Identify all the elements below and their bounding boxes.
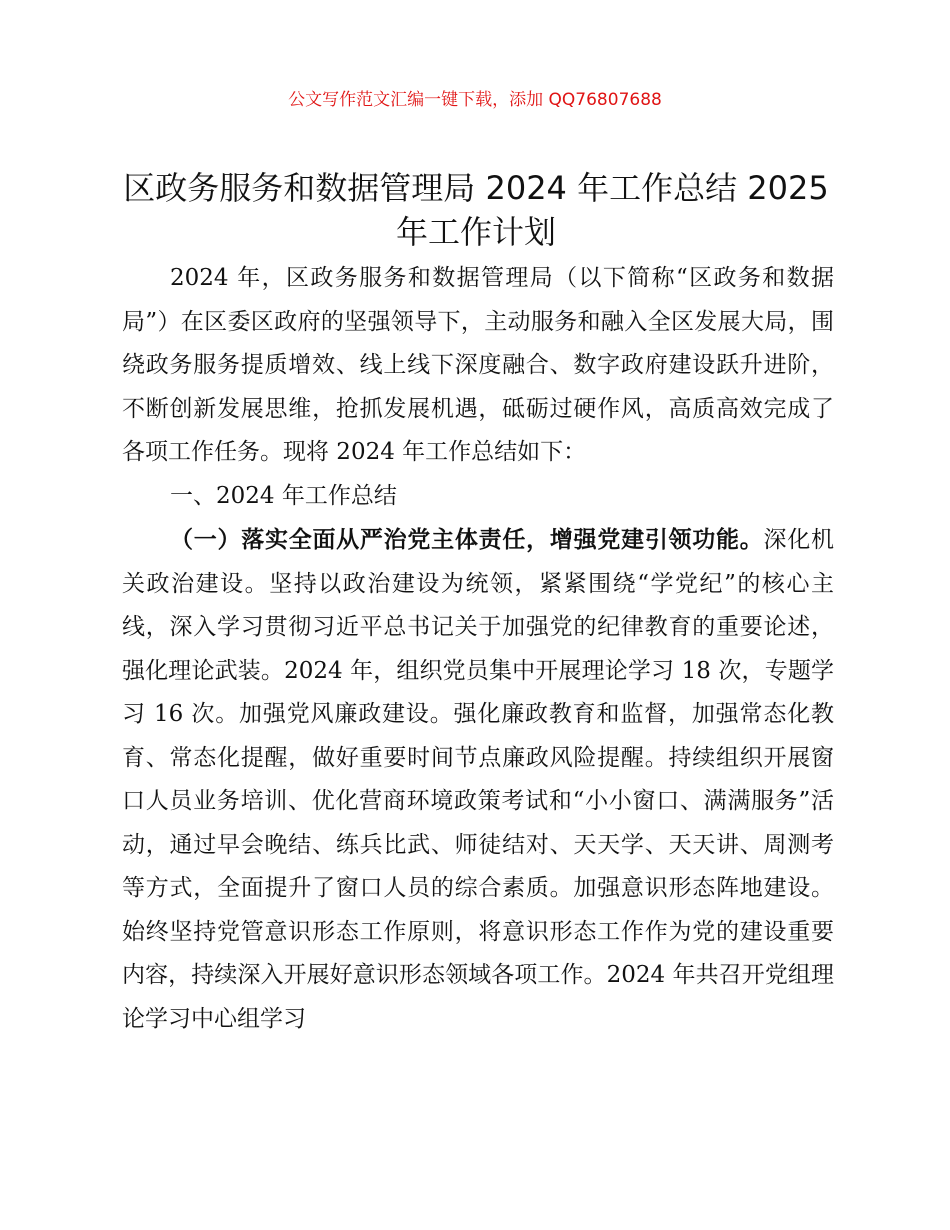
subsection-heading: （一）落实全面从严治党主体责任，增强党建引领功能。	[170, 526, 764, 553]
download-banner: 公文写作范文汇编一键下载，添加 QQ76807688	[288, 90, 662, 110]
subsection-paragraph	[122, 518, 834, 1041]
intro-paragraph: 2024 年，区政务服务和数据管理局（以下简称“区政务和数据局”）在区委区政府的坚强领导下，主动服务和融入全区发展大局，围绕政务服务提质增效、线上线下深度融合、数字政府建设跃升进阶，不断创新发展思维，抢抓发展机遇，砥砺过硬作风，高质高效完成了各项工作任务。现将 2024 年工作总结如下：	[122, 265, 834, 465]
document-title: 区政务服务和数据管理局 2024 年工作总结 2025 年工作计划	[123, 169, 829, 251]
section-heading: 一、2024 年工作总结	[170, 482, 397, 509]
document-body	[122, 257, 834, 1041]
subsection-body: 深化机关政治建设。坚持以政治建设为统领，紧紧围绕“学党纪”的核心主线，深入学习贯彻习近平总书记关于加强党的纪律教育的重要论述，强化理论武装。2024 年，组织党员集中开展理论学习 18 次，专题学习 16 次。加强党风廉政建设。强化廉政教育和监督，加强常态化教育、常态化提醒，做好重要时间节点廉政风险提醒。持续组织开展窗口人员业务培训、优化营商环境政策考试和“小小窗口、满满服务”活动，通过早会晚结、练兵比武、师徒结对、天天学、天天讲、周测考等方式，全面提升了窗口人员的综合素质。加强意识形态阵地建设。始终坚持党管意识形态工作原则，将意识形态工作作为党的建设重要内容，持续深入开展好意识形态领域各项工作。2024 年共召开党组理论学习中心组学习	[122, 527, 835, 1032]
